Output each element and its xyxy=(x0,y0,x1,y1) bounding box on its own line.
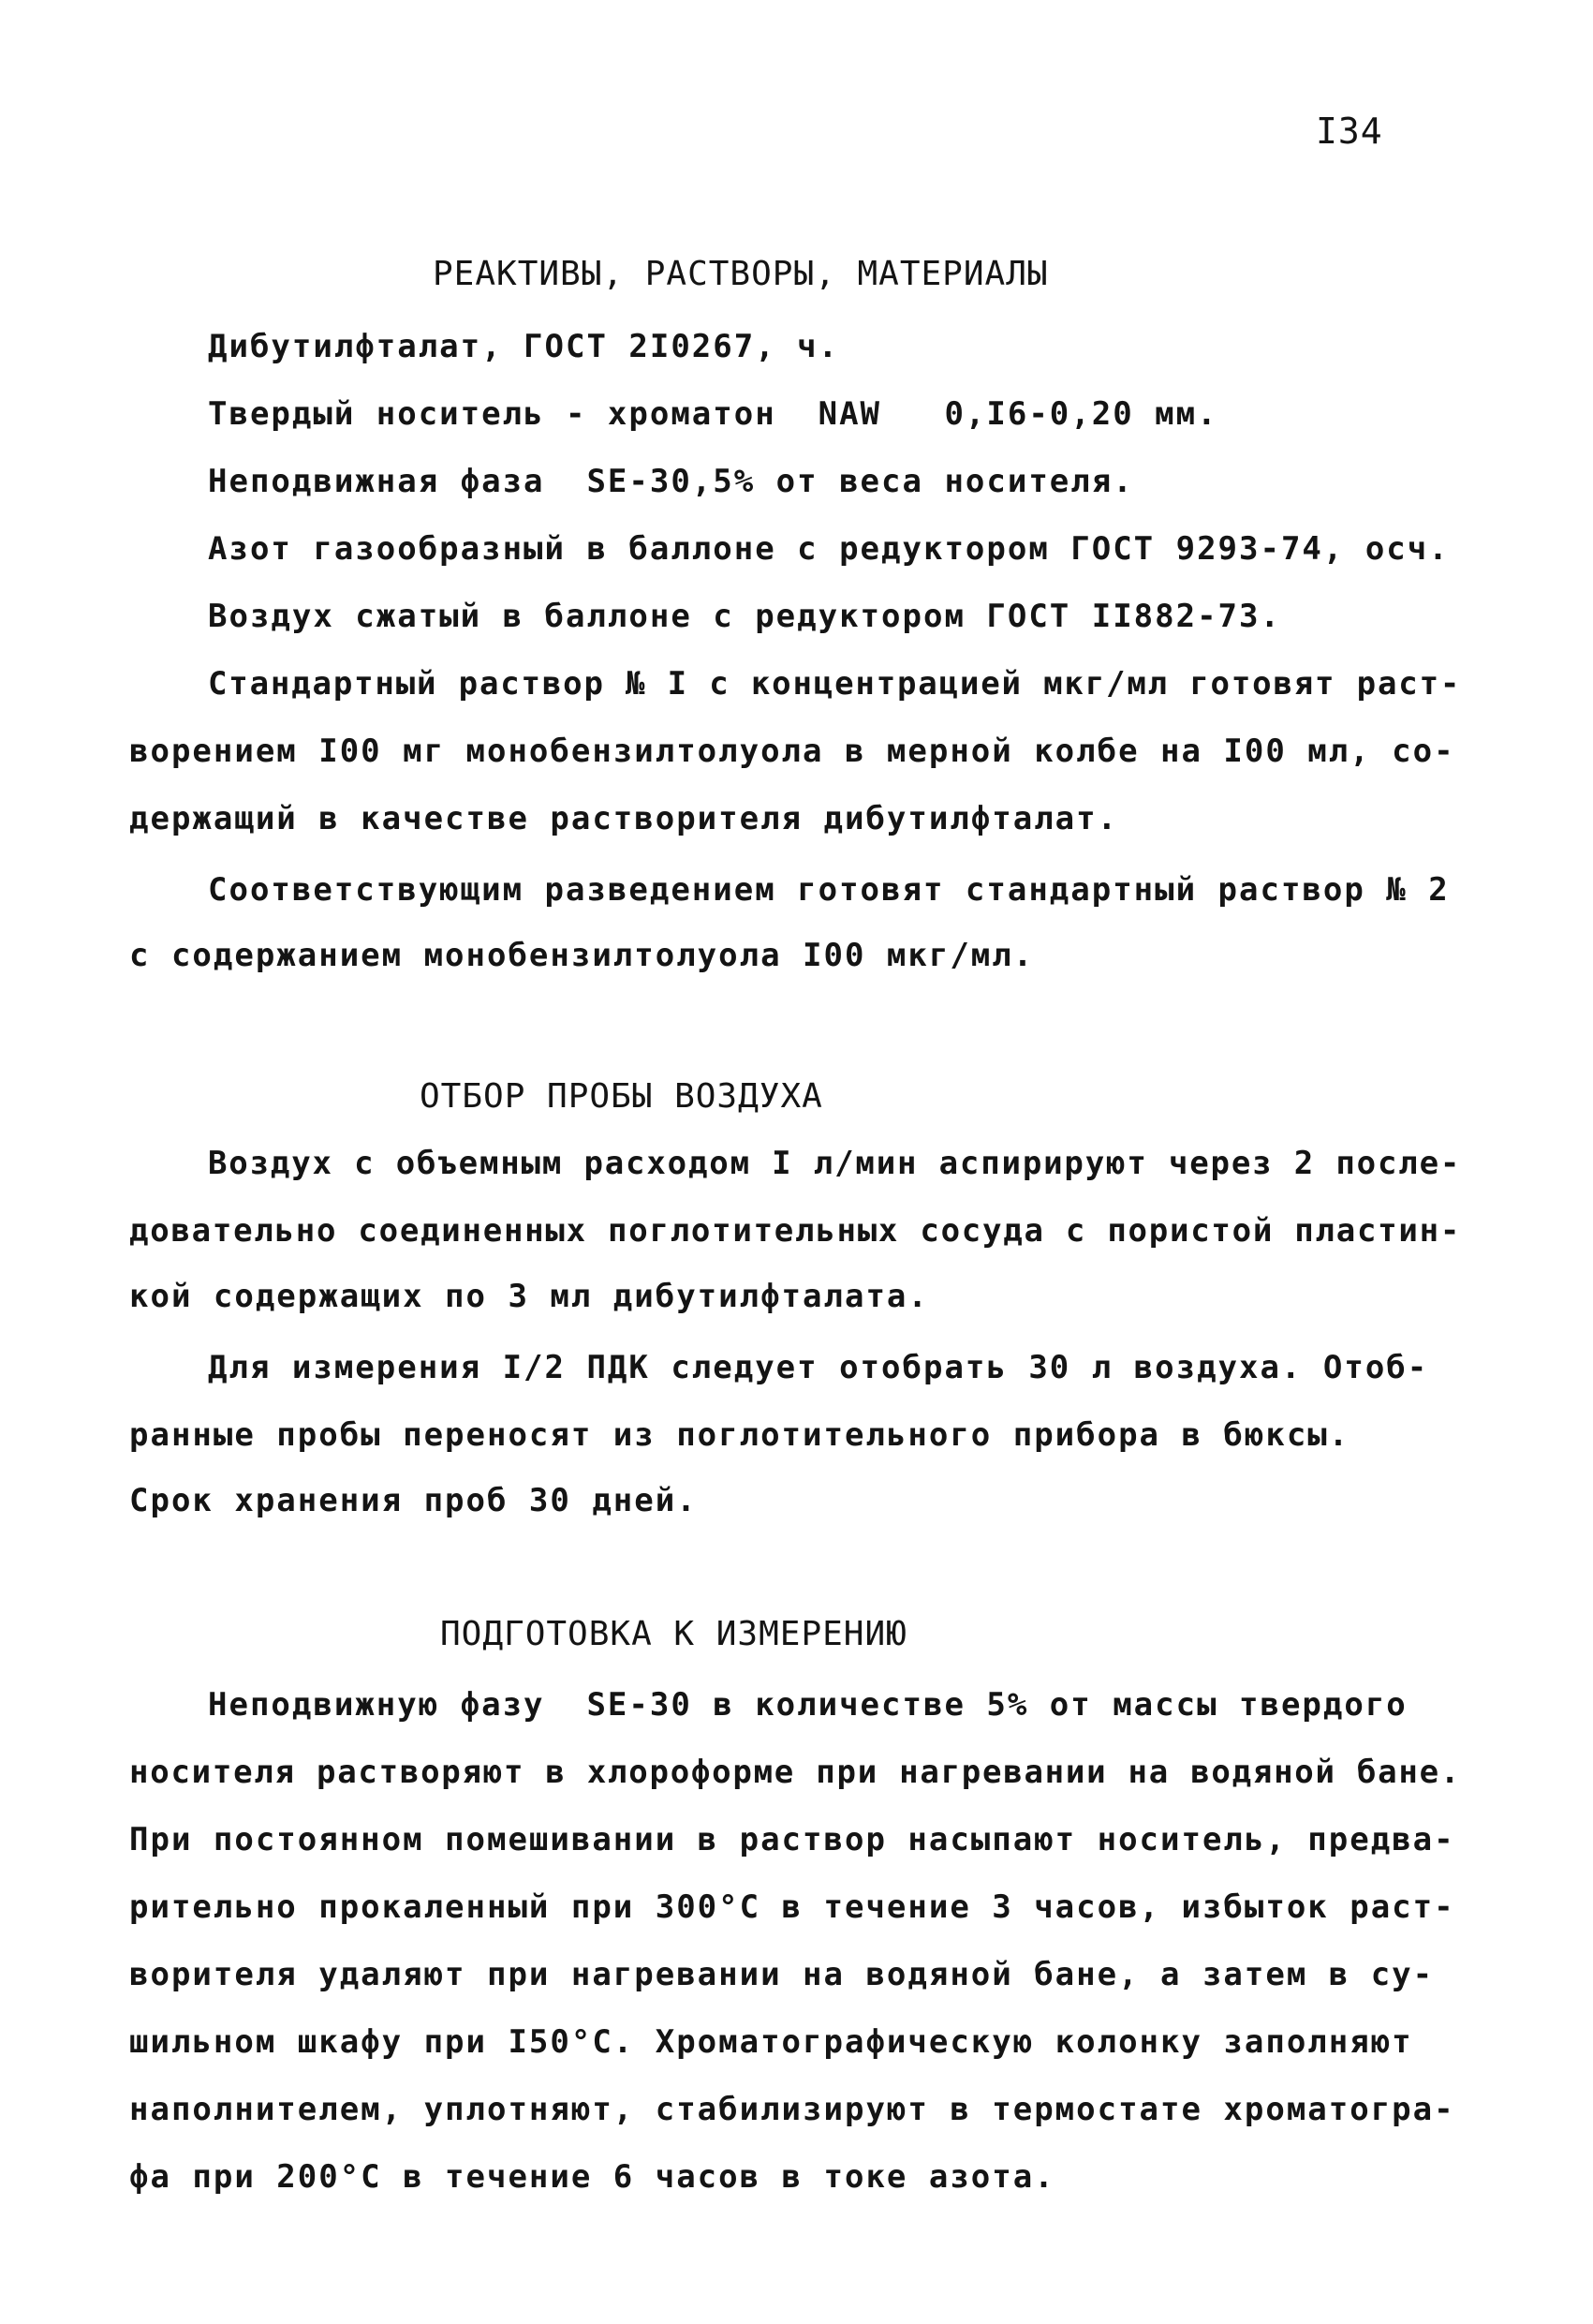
text-line: Воздух сжатый в баллоне с редуктором ГОСТ II882-73. xyxy=(208,598,1281,635)
text-line: ворителя удаляют при нагревании на водяной бане, а затем в су- xyxy=(129,1956,1435,1993)
section-heading-reagents: РЕАКТИВЫ, РАСТВОРЫ, МАТЕРИАЛЫ xyxy=(433,255,1049,293)
text-line: держащий в качестве растворителя дибутилфталат. xyxy=(129,800,1119,837)
text-line: Срок хранения проб 30 дней. xyxy=(129,1482,698,1519)
section-heading-air-sampling: ОТБОР ПРОБЫ ВОЗДУХА xyxy=(420,1077,823,1116)
text-line: кой содержащих по 3 мл дибутилфталата. xyxy=(129,1278,929,1315)
text-line: Соответствующим разведением готовят стандартный раствор № 2 xyxy=(208,871,1450,909)
text-line: Воздух с объемным расходом I л/мин аспирируют через 2 после- xyxy=(208,1145,1462,1182)
text-line: Неподвижная фаза SE-30,5% от веса носителя. xyxy=(208,463,1134,500)
text-line: носителя растворяют в хлороформе при нагревании на водяной бане. xyxy=(129,1754,1462,1791)
text-line: довательно соединенных поглотительных сосуда с пористой пластин- xyxy=(129,1212,1462,1250)
text-line: ворением I00 мг монобензилтолуола в мерной колбе на I00 мл, со- xyxy=(129,733,1455,770)
text-line: При постоянном помешивании в раствор насыпают носитель, предва- xyxy=(129,1821,1455,1858)
text-line: ранные пробы переносят из поглотительного прибора в бюксы. xyxy=(129,1416,1350,1454)
text-line: наполнителем, уплотняют, стабилизируют в термостате хроматогра- xyxy=(129,2091,1455,2128)
section-heading-preparation: ПОДГОТОВКА К ИЗМЕРЕНИЮ xyxy=(440,1615,907,1653)
text-line: шильном шкафу при I50°С. Хроматографическую колонку заполняют xyxy=(129,2023,1413,2061)
text-line: фа при 200°С в течение 6 часов в токе азота. xyxy=(129,2158,1055,2196)
text-line: с содержанием монобензилтолуола I00 мкг/мл. xyxy=(129,937,1035,974)
text-line: Для измерения I/2 ПДК следует отобрать 30 л воздуха. Отоб- xyxy=(208,1349,1429,1386)
text-line: Твердый носитель - хроматон NAW 0,I6-0,20 мм. xyxy=(208,395,1218,433)
text-line: Дибутилфталат, ГОСТ 2I0267, ч. xyxy=(208,328,840,365)
page-number: I34 xyxy=(1316,111,1383,152)
text-line: Стандартный раствор № I с концентрацией мкг/мл готовят раст- xyxy=(208,665,1462,703)
text-line: Азот газообразный в баллоне с редуктором ГОСТ 9293-74, осч. xyxy=(208,530,1450,568)
text-line: рительно прокаленный при 300°С в течение 3 часов, избыток раст- xyxy=(129,1888,1455,1926)
text-line: Неподвижную фазу SE-30 в количестве 5% от массы твердого xyxy=(208,1686,1408,1724)
